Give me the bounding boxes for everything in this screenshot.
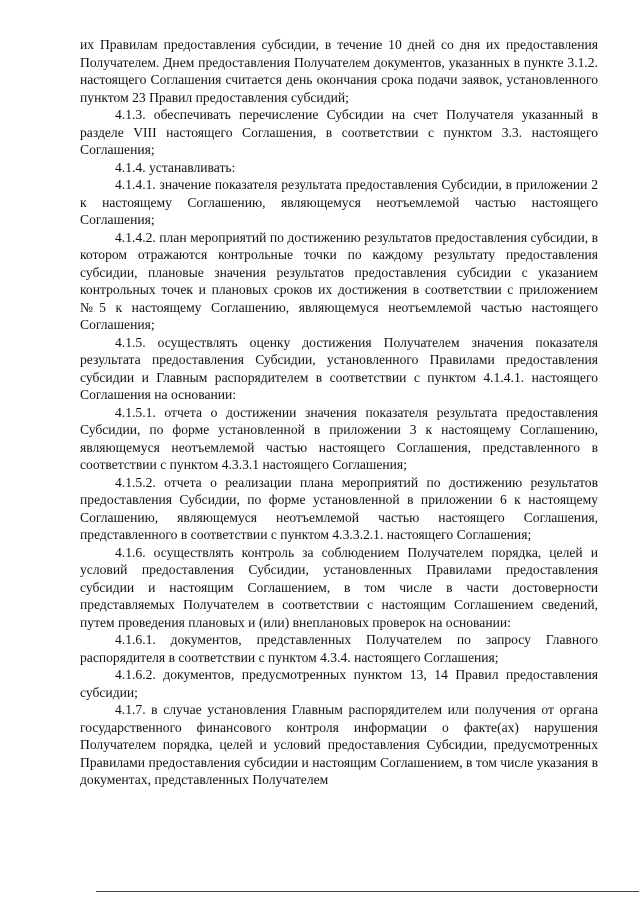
paragraph: 4.1.4. устанавливать: <box>115 159 236 175</box>
paragraph: 4.1.6. осуществлять контроль за соблюдением Получателем порядка, целей и условий предоставления Субсидии, установленных Правилами предоставления субсидии и настоящим Соглашением, в том числе в части достоверности представляемых Получателем в соответствии с настоящим Соглашением сведений, путем проведения плановых и (или) внеплановых проверок на основании: <box>80 544 598 630</box>
paragraph: 4.1.6.1. документов, представленных Получателем по запросу Главного распорядителя в соответствии с пунктом 4.3.4. настоящего Соглашения; <box>80 632 598 665</box>
paragraph: 4.1.4.2. план мероприятий по достижению результатов предоставления субсидии, в котором отражаются контрольные точки по каждому результату предоставления субсидии, плановые значения результатов предоставления субсидии с указанием контрольных точек и плановых сроков их достижения в соответствии с приложением №5 к настоящему Соглашению, являющемуся неотъемлемой частью настоящего Соглашения; <box>80 229 598 332</box>
paragraph: их Правилам предоставления субсидии, в течение 10 дней со дня их предоставления Получателем. Днем предоставления Получателем документов, указанных в пункте 3.1.2. настоящего Соглашения считается день окончания срока подачи заявок, установленного пунктом 23 Правил предоставления субсидий; <box>80 37 598 105</box>
document-page <box>80 36 598 789</box>
footer-divider <box>96 891 639 892</box>
paragraph: 4.1.5. осуществлять оценку достижения Получателем значения показателя результата предоставления Субсидии, установленного Правилами предоставления субсидии и Главным распорядителем в соответствии с пунктом 4.1.4.1. настоящего Соглашения на основании: <box>80 334 598 402</box>
paragraph: 4.1.4.1. значение показателя результата предоставления Субсидии, в приложении 2 к настоящему Соглашению, являющемуся неотъемлемой частью настоящего Соглашения; <box>80 177 598 227</box>
paragraph: 4.1.5.1. отчета о достижении значения показателя результата предоставления Субсидии, по форме установленной в приложении 3 к настоящему Соглашению, являющемуся неотъемлемой частью настоящего Соглашения, представленного в соответствии с пунктом 4.3.3.1 настоящего Соглашения; <box>80 404 598 472</box>
paragraph: 4.1.5.2. отчета о реализации плана мероприятий по достижению результатов предоставления Субсидии, по форме установленной в приложении 6 к настоящему Соглашению, являющемуся неотъемлемой частью настоящего Соглашения, представленного в соответствии с пунктом 4.3.3.2.1. настоящего Соглашения; <box>80 474 598 542</box>
paragraph: 4.1.6.2. документов, предусмотренных пунктом 13, 14 Правил предоставления субсидии; <box>80 667 598 700</box>
paragraph: 4.1.3. обеспечивать перечисление Субсидии на счет Получателя указанный в разделе VIII настоящего Соглашения, в соответствии с пунктом 3.3. настоящего Соглашения; <box>80 107 598 157</box>
paragraph: 4.1.7. в случае установления Главным распорядителем или получения от органа государственного финансового контроля информации о факте(ах) нарушения Получателем порядка, целей и условий предоставления Субсидии, предусмотренных Правилами предоставления субсидии и настоящим Соглашением, в том числе указания в документах, представленных Получателем <box>80 702 598 787</box>
